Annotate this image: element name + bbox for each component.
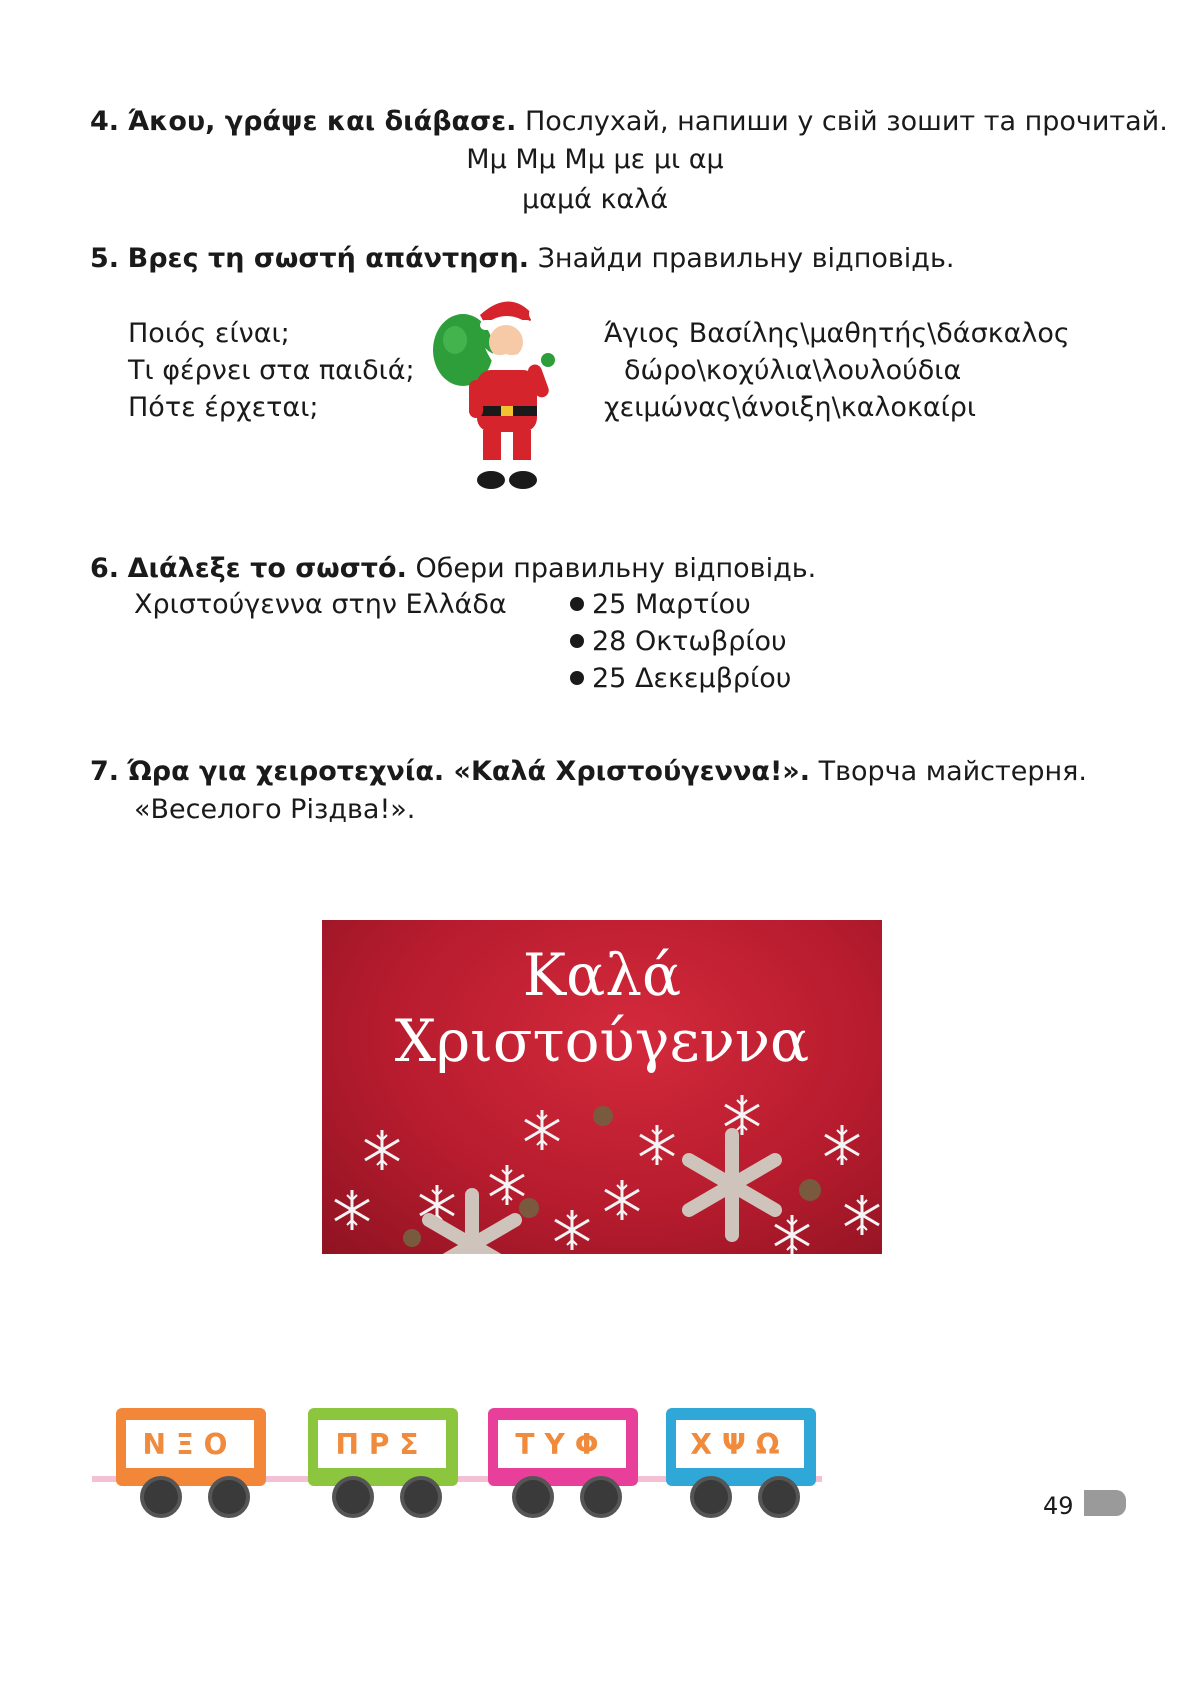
- page-number: 49: [1043, 1492, 1074, 1520]
- wheel-icon: [332, 1476, 374, 1518]
- exercise-7-title-ukrainian: Творча майстерня.: [818, 756, 1087, 787]
- wagon-3-label: ΤΥΦ: [515, 1428, 609, 1461]
- exercise-4-title-greek: Άκου, γράψε και διάβασε.: [127, 106, 517, 137]
- exercise-4-letters: Μμ Μμ Μμ με μι αμ: [466, 144, 724, 175]
- option-march: 25 Μαρτίου: [570, 589, 751, 620]
- page-tab-marker: [1084, 1490, 1126, 1516]
- wagon-1-label: ΝΞΟ: [142, 1428, 238, 1461]
- wagon-2-label: ΠΡΣ: [335, 1428, 429, 1461]
- wagon-3: [488, 1408, 638, 1486]
- exercise-7-heading: 7. Ώρα για χειροτεχνία. «Καλά Χριστούγεννα!». Творча майстерня.: [90, 756, 1087, 787]
- exercise-6-title-greek: Διάλεξε το σωστό.: [127, 553, 407, 584]
- wagon-4: [666, 1408, 816, 1486]
- option-december: 25 Δεκεμβρίου: [570, 663, 791, 694]
- snowflakes-decoration: [322, 1090, 882, 1254]
- answer-options-what-brings: δώρο\κοχύλια\λουλούδια: [624, 355, 962, 386]
- wheel-icon: [758, 1476, 800, 1518]
- answer-options-who: Άγιος Βασίλης\μαθητής\δάσκαλος: [604, 318, 1070, 349]
- santa-claus-illustration: [425, 290, 575, 500]
- exercise-4-title-ukrainian: Послухай, напиши у свій зошит та прочитай.: [524, 106, 1168, 137]
- wheel-icon: [400, 1476, 442, 1518]
- exercise-4-words: μαμά καλά: [521, 184, 669, 215]
- wheel-icon: [140, 1476, 182, 1518]
- option-october: 28 Οκτωβρίου: [570, 626, 787, 657]
- wheel-icon: [512, 1476, 554, 1518]
- exercise-4-heading: 4. Άκου, γράψε και διάβασε. Послухай, напиши у свій зошит та прочитай.: [90, 106, 1168, 137]
- alphabet-train: [92, 1408, 822, 1523]
- bullet-icon: [570, 671, 584, 685]
- exercise-5-title-greek: Βρες τη σωστή απάντηση.: [127, 243, 530, 274]
- wheel-icon: [580, 1476, 622, 1518]
- christmas-card-image: [322, 920, 882, 1254]
- exercise-5-title-ukrainian: Знайди правильну відповідь.: [537, 243, 955, 274]
- bullet-icon: [570, 634, 584, 648]
- wagon-4-label: ΧΨΩ: [690, 1428, 790, 1461]
- exercise-7-subtitle: «Веселого Різдва!».: [134, 794, 416, 825]
- exercise-7-title-greek: Ώρα για χειροτεχνία. «Καλά Χριστούγεννα!».: [127, 756, 810, 787]
- wheel-icon: [208, 1476, 250, 1518]
- bullet-icon: [570, 597, 584, 611]
- wheel-icon: [690, 1476, 732, 1518]
- question-who: Ποιός είναι;: [128, 318, 290, 349]
- wagon-1: [116, 1408, 266, 1486]
- card-title-line-1: Καλά: [522, 941, 682, 1009]
- wagon-2: [308, 1408, 458, 1486]
- card-title-line-2: Χριστούγεννα: [394, 1007, 810, 1075]
- question-when: Πότε έρχεται;: [128, 392, 319, 423]
- answer-options-when: χειμώνας\άνοιξη\καλοκαίρι: [604, 392, 977, 423]
- exercise-6-title-ukrainian: Обери правильну відповідь.: [415, 553, 817, 584]
- exercise-6-heading: 6. Διάλεξε το σωστό. Обери правильну відповідь.: [90, 553, 817, 584]
- exercise-5-heading: 5. Βρες τη σωστή απάντηση. Знайди правильну відповідь.: [90, 243, 955, 274]
- exercise-6-prompt: Χριστούγεννα στην Ελλάδα: [134, 589, 507, 620]
- question-what-brings: Τι φέρνει στα παιδιά;: [128, 355, 415, 386]
